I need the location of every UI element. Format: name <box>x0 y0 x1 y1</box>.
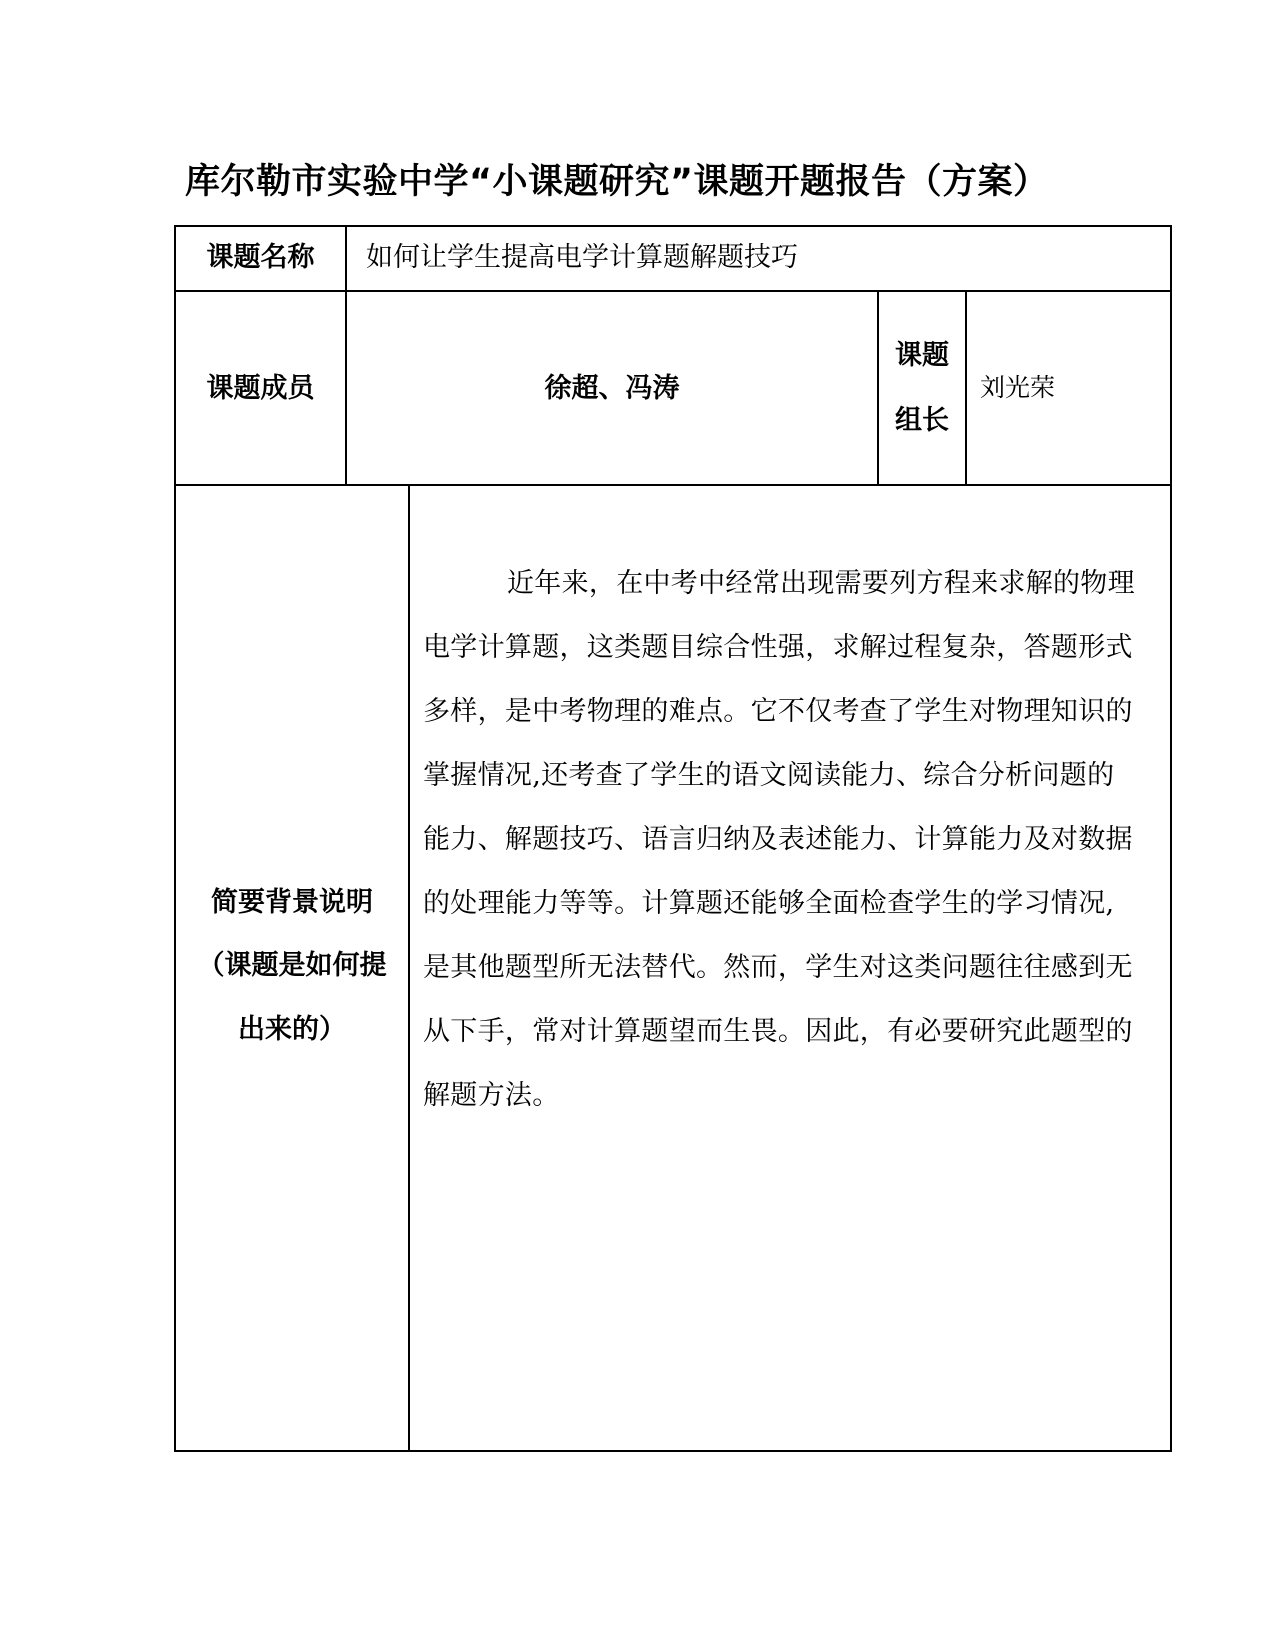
table-divider-col-leader-right <box>965 290 967 486</box>
table-divider-row2 <box>174 484 1172 486</box>
page-title: 库尔勒市实验中学“小课题研究”课题开题报告（方案） <box>185 162 1049 202</box>
background-line: 是其他题型所无法替代。然而，学生对这类问题往往感到无 <box>423 952 1133 983</box>
background-line: 从下手，常对计算题望而生畏。因此，有必要研究此题型的 <box>423 1016 1133 1047</box>
leader-label-line1: 课题 <box>895 340 949 371</box>
topic-name-value: 如何让学生提高电学计算题解题技巧 <box>366 242 798 273</box>
table-divider-col1 <box>345 225 347 486</box>
table-border-left <box>174 225 176 1452</box>
table-divider-row1 <box>174 290 1172 292</box>
background-line: 能力、解题技巧、语言归纳及表述能力、计算能力及对数据 <box>423 824 1133 855</box>
background-label-line3: 出来的） <box>238 1014 346 1045</box>
background-line: 近年来，在中考中经常出现需要列方程来求解的物理 <box>507 568 1135 599</box>
members-value: 徐超、冯涛 <box>544 373 680 404</box>
background-line: 电学计算题，这类题目综合性强，求解过程复杂，答题形式 <box>423 632 1133 663</box>
background-label-line1: 简要背景说明 <box>211 887 373 918</box>
leader-value: 刘光荣 <box>980 373 1056 402</box>
table-border-bottom <box>174 1450 1172 1452</box>
background-line: 掌握情况,还考查了学生的语文阅读能力、综合分析问题的 <box>423 760 1115 791</box>
leader-label-line2: 组长 <box>895 405 949 436</box>
background-line: 的处理能力等等。计算题还能够全面检查学生的学习情况, <box>423 888 1115 919</box>
table-divider-col-leader-left <box>877 290 879 486</box>
background-line: 多样，是中考物理的难点。它不仅考查了学生对物理知识的 <box>423 696 1133 727</box>
background-label-line2: （课题是如何提 <box>197 950 387 981</box>
table-divider-col-background <box>408 484 410 1452</box>
table-border-top <box>174 225 1172 227</box>
topic-name-label: 课题名称 <box>206 242 315 273</box>
table-border-right <box>1170 225 1172 1452</box>
members-label: 课题成员 <box>206 373 315 404</box>
background-line: 解题方法。 <box>423 1080 560 1111</box>
